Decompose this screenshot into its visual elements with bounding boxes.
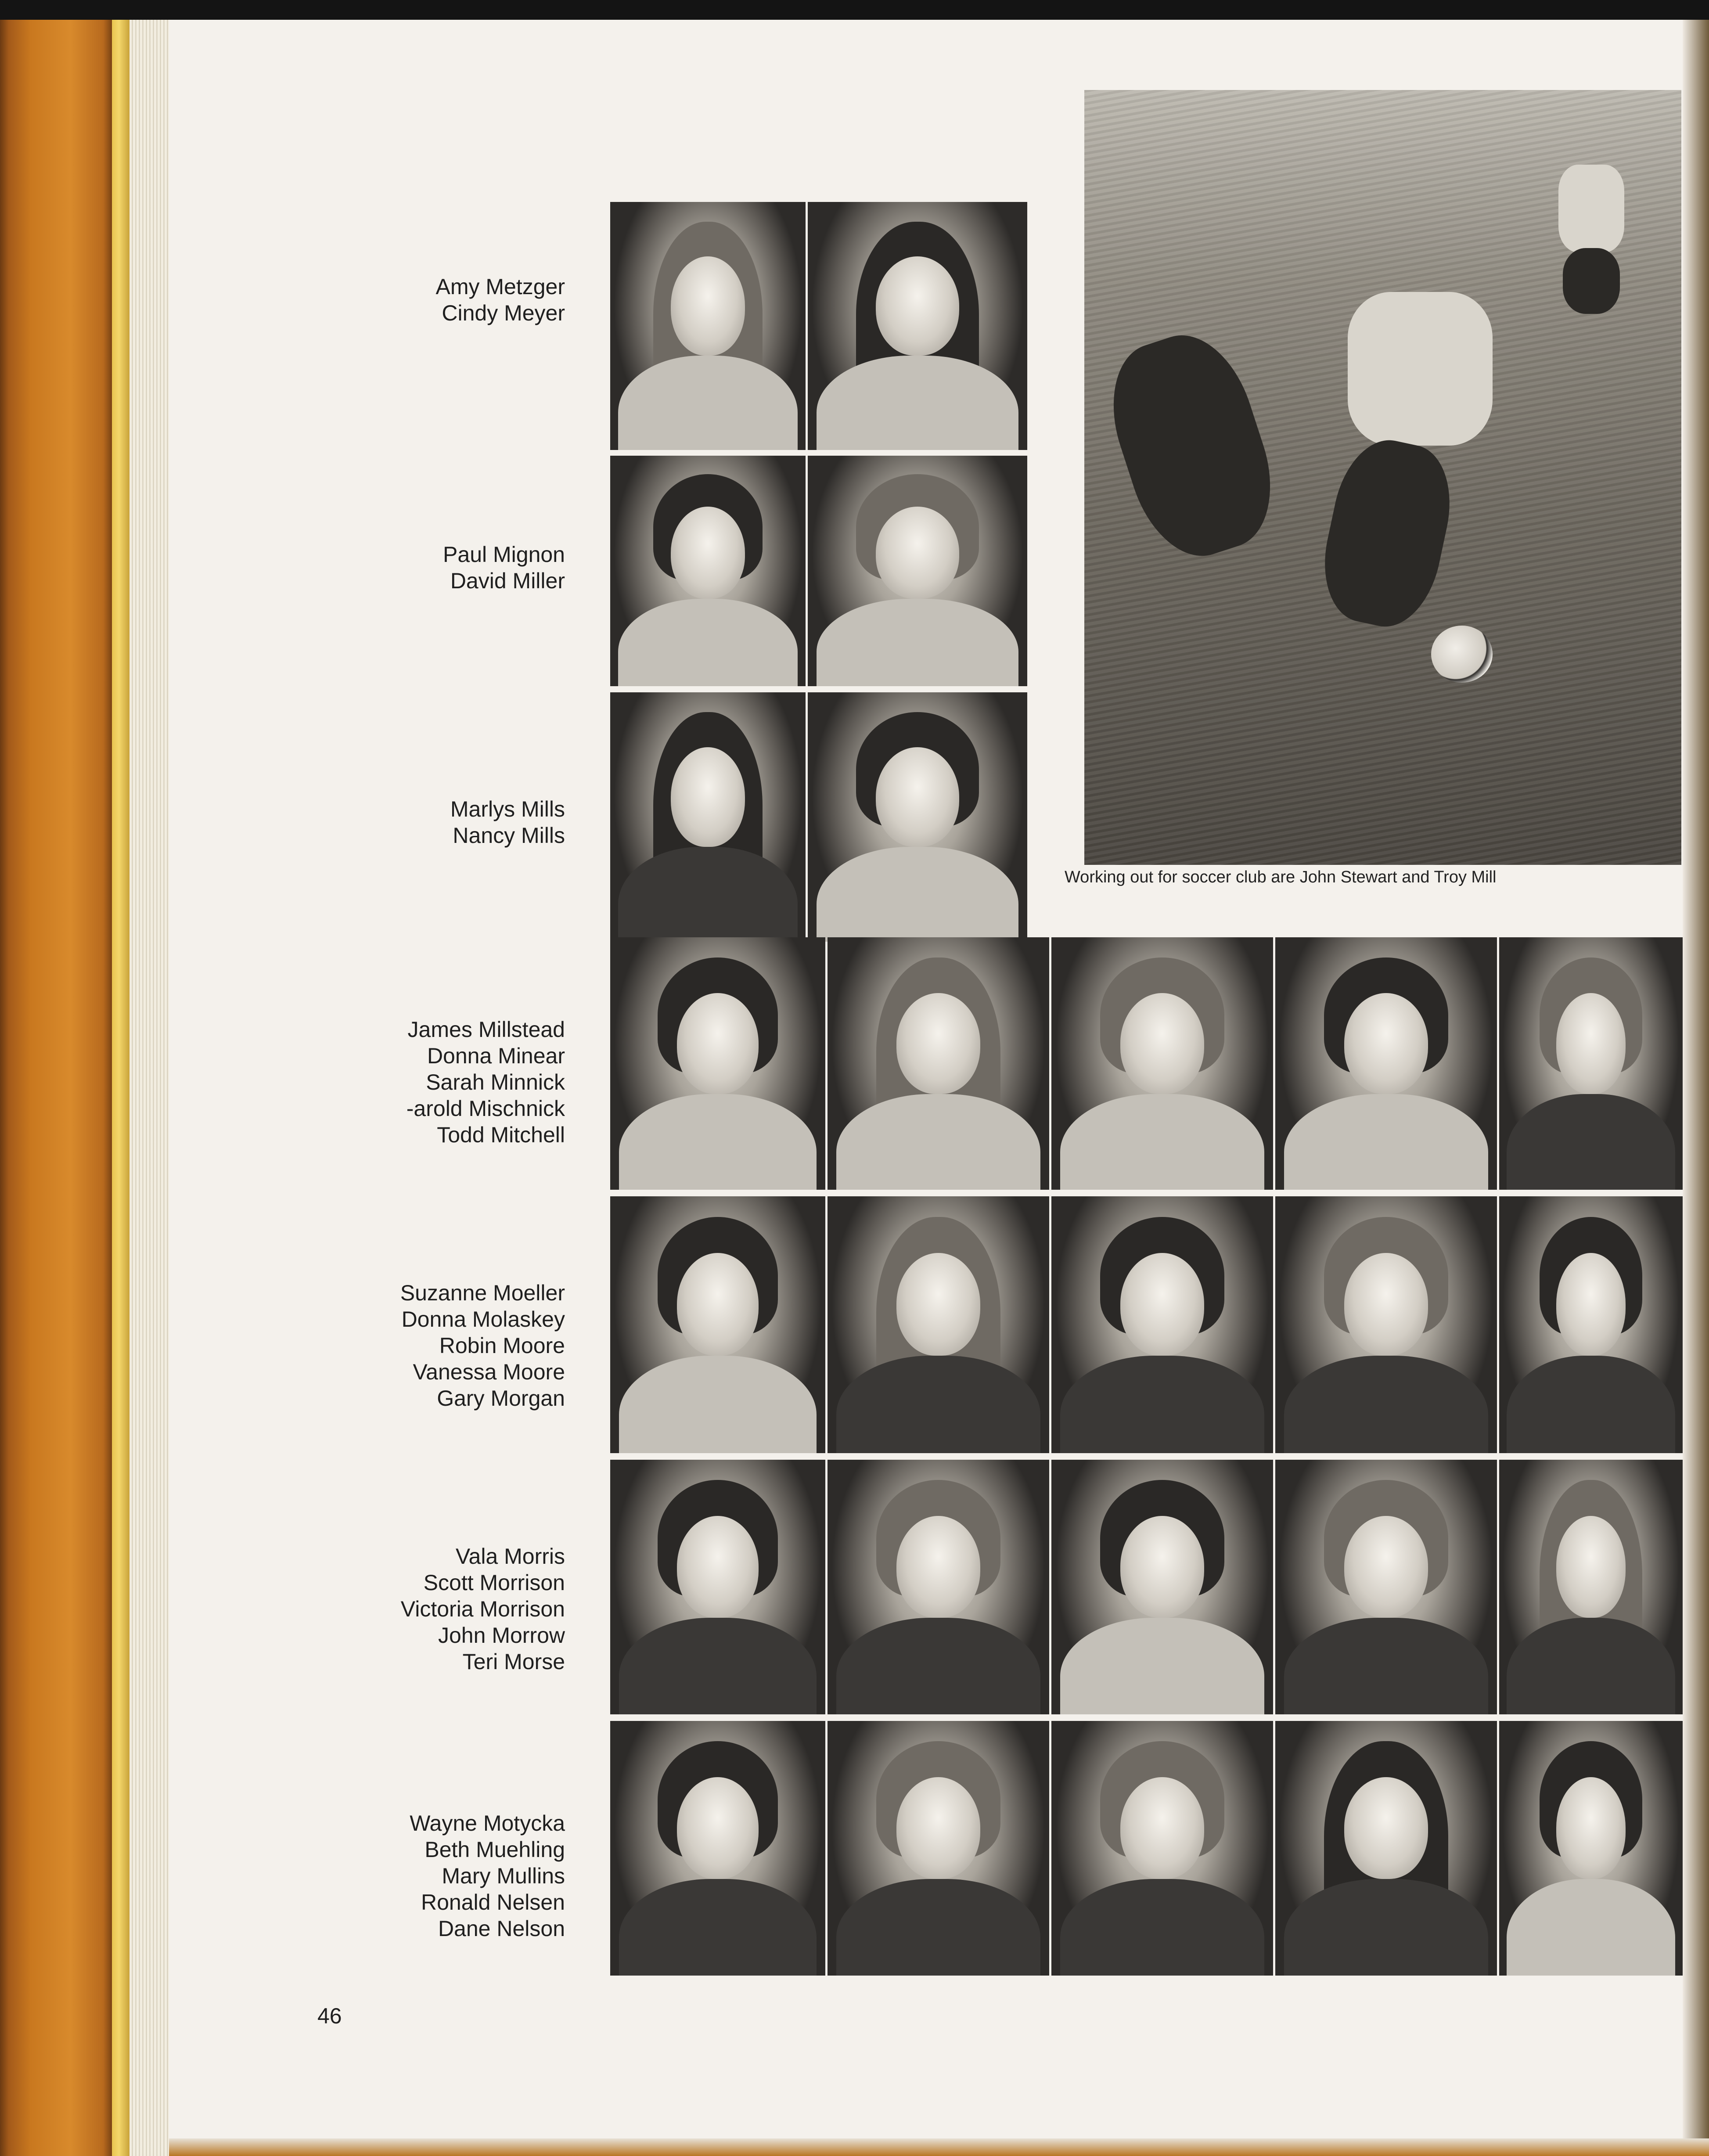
student-portrait: [1499, 937, 1683, 1190]
student-portrait: [1499, 1196, 1683, 1453]
student-name: Paul Mignon: [443, 542, 565, 567]
student-name: James Millstead: [407, 1017, 565, 1042]
student-name: Vala Morris: [455, 1544, 565, 1569]
soccer-action-photo: [1084, 90, 1681, 865]
student-name: Victoria Morrison: [400, 1597, 565, 1621]
student-portrait: [1051, 1460, 1273, 1714]
student-portrait: [808, 456, 1027, 686]
student-name: Gary Morgan: [437, 1386, 565, 1411]
names-group-4: [407, 1016, 565, 1148]
book-cover-bottom: [169, 2138, 1709, 2156]
names-group-1: [435, 274, 565, 326]
photo-caption: Working out for soccer club are John Stewart and Troy Mill: [1065, 868, 1497, 886]
student-portrait: [1051, 1721, 1273, 1976]
student-portrait: [828, 937, 1049, 1190]
page-number: 46: [317, 2004, 342, 2028]
student-portrait: [1275, 1460, 1497, 1714]
student-name: Donna Minear: [427, 1044, 565, 1068]
student-name: David Miller: [450, 569, 565, 593]
student-portrait: [610, 1460, 825, 1714]
student-name: Mary Mullins: [442, 1864, 565, 1888]
student-portrait: [610, 1196, 825, 1453]
student-portrait: [828, 1460, 1049, 1714]
student-portrait: [1051, 1196, 1273, 1453]
student-portrait: [1275, 937, 1497, 1190]
student-portrait: [808, 202, 1027, 450]
student-portrait: [1499, 1721, 1683, 1976]
student-name: Scott Morrison: [423, 1570, 565, 1595]
student-name: Robin Moore: [439, 1333, 565, 1358]
names-group-3: [450, 796, 565, 849]
student-name: ‐arold Mischnick: [406, 1096, 565, 1121]
student-portrait: [808, 692, 1027, 942]
scan-border-top: [0, 0, 1709, 20]
student-name: Beth Muehling: [425, 1837, 565, 1862]
student-name: Nancy Mills: [453, 823, 565, 848]
student-name: Suzanne Moeller: [400, 1281, 565, 1305]
student-portrait: [1499, 1460, 1683, 1714]
student-name: Teri Morse: [462, 1649, 565, 1674]
book-cover-left: [0, 20, 112, 2156]
student-portrait: [610, 937, 825, 1190]
page-edges: [130, 20, 169, 2156]
student-portrait: [828, 1196, 1049, 1453]
yearbook-page: [169, 20, 1683, 2138]
student-portrait: [1275, 1196, 1497, 1453]
student-portrait: [610, 456, 806, 686]
student-name: Marlys Mills: [450, 797, 565, 821]
names-group-5: [400, 1280, 565, 1411]
student-name: Ronald Nelsen: [421, 1890, 565, 1915]
names-group-7: [410, 1810, 565, 1942]
student-name: Wayne Motycka: [410, 1811, 565, 1836]
student-portrait: [610, 1721, 825, 1976]
names-group-2: [443, 541, 565, 594]
student-name: Dane Nelson: [438, 1916, 565, 1941]
student-name: Sarah Minnick: [426, 1070, 565, 1094]
book-cover-right: [1683, 20, 1709, 2156]
student-name: Cindy Meyer: [442, 301, 565, 325]
student-portrait: [610, 692, 806, 942]
student-name: Vanessa Moore: [413, 1360, 565, 1384]
names-group-6: [401, 1543, 565, 1675]
student-name: Amy Metzger: [435, 274, 565, 299]
student-portrait: [1275, 1721, 1497, 1976]
student-name: John Morrow: [438, 1623, 565, 1648]
student-name: Todd Mitchell: [437, 1123, 565, 1147]
student-portrait: [610, 202, 806, 450]
student-portrait: [828, 1721, 1049, 1976]
student-name: Donna Molaskey: [401, 1307, 565, 1332]
student-portrait: [1051, 937, 1273, 1190]
book-spine-strip: [112, 20, 130, 2156]
